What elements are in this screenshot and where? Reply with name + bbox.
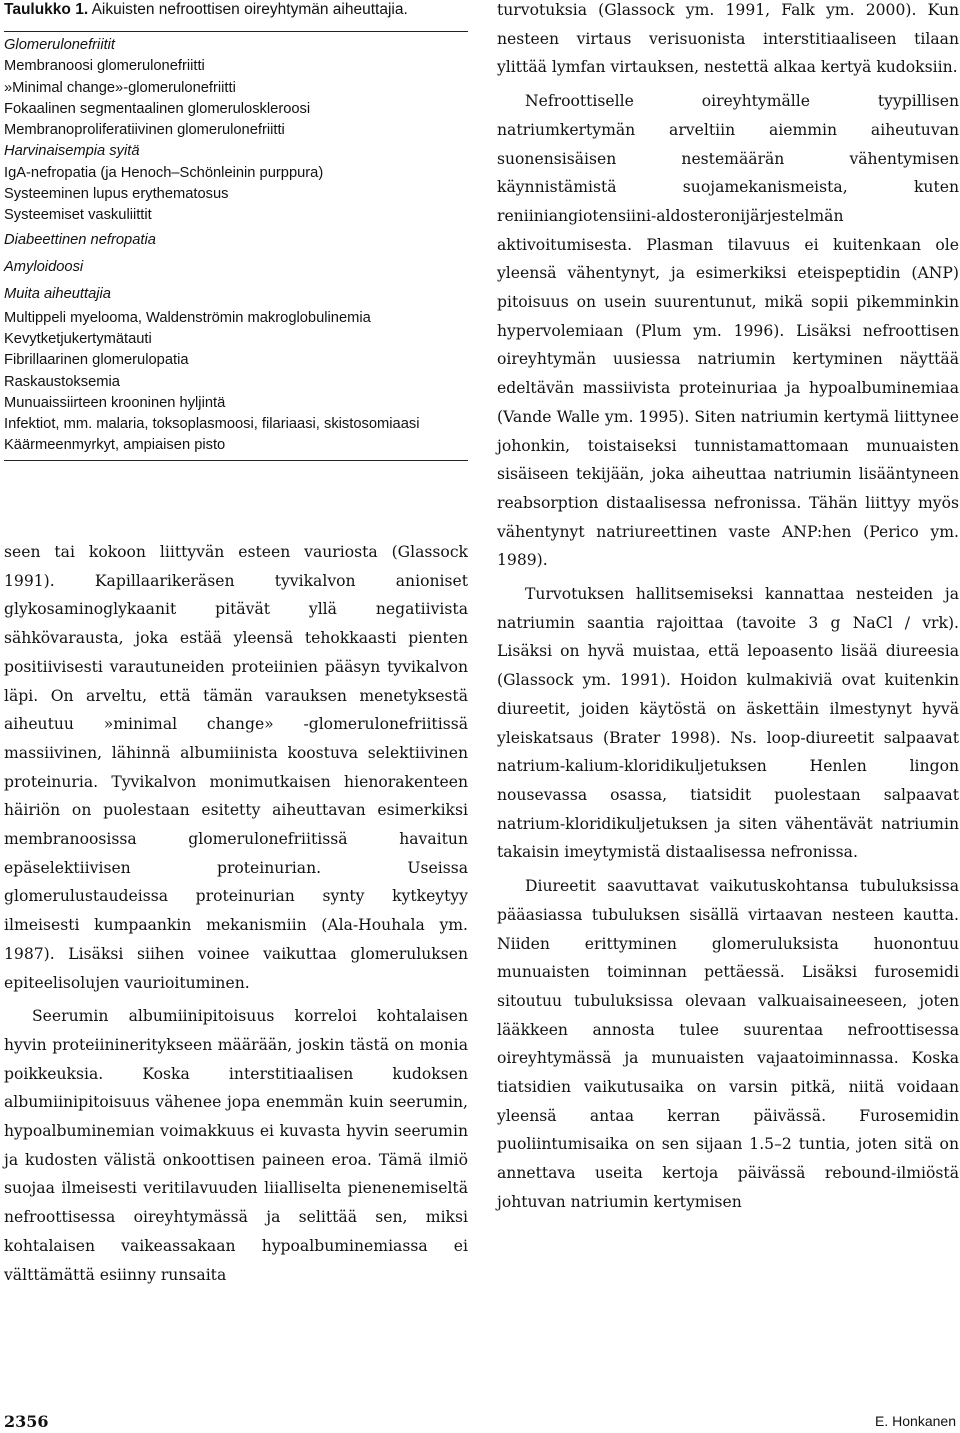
table-row-heading: Diabeettinen nefropatia xyxy=(4,231,156,248)
table-row: Kevytketjukertymätauti xyxy=(4,330,152,347)
table-row-heading: Amyloidoosi xyxy=(4,258,84,275)
table-row: Multippeli myelooma, Waldenströmin makroglobulinemia xyxy=(4,309,371,326)
table-row-heading: Harvinaisempia syitä xyxy=(4,143,140,160)
table-caption xyxy=(4,0,468,22)
table-1 xyxy=(4,0,468,457)
paragraph: seen tai kokoon liittyvän esteen vauriosta (Glassock 1991). Kapillaarikeräsen tyvikalvon anioniset glykosaminoglykaanit pitävät yllä negatiivista sähkövarausta, joka estää yleensä tehokkaasti pienten positiivisesti varautuneiden proteiinien pääsyn tyvikalvon läpi. On arveltu, että tämän varauksen menetyksestä aiheutuu »minimal change» -glomerulonefriitissä massiivinen, lähinnä albumiinista koostuva selektiivinen proteinuria. Tyvikalvon monimutkaisen hienorakenteen häiriön on puolestaan esitetty aiheuttavan esimerkiksi membranoosissa glomerulonefriitissä havaitun epäselektiivisen proteinurian. Useissa glomerulustaudeissa proteinurian synty kytkeytyy ilmeisesti kumpaankin mekanismiin (Ala-Houhala ym. 1987). Lisäksi siihen voinee vaikuttaa glomeruluksen epiteelisolujen vaurioituminen. xyxy=(4,543,468,992)
table-row: Infektiot, mm. malaria, toksoplasmoosi, filariaasi, skistosomiaasi xyxy=(4,416,420,433)
table-row: Käärmeenmyrkyt, ampiaisen pisto xyxy=(4,437,226,454)
paragraph: Seerumin albumiinipitoisuus korreloi kohtalaisen hyvin proteiinineritykseen määrään, joskin tästä on monia poikkeuksia. Koska interstitiaalisen kudoksen albumiinipitoisuus vähenee jopa enemmän kuin seerumin, hypoalbuminemian voimakkuus ei kuvasta hyvin seerumin ja kudosten välistä onkoottisen paineen eroa. Tämä ilmiö suojaa ilmeisesti veritilavuuden liialliselta pienenemiseltä nefroottisessa oireyhtymässä ja selittää sen, miksi kohtalaisen vaikeassakaan hypoalbuminemiassa ei välttämättä esiinny runsaita xyxy=(4,1007,468,1284)
table-row: Systeeminen lupus erythematosus xyxy=(4,186,229,203)
paragraph: Nefroottiselle oireyhtymälle tyypillisen natriumkertymän arveltiin aiemmin aiheutuvan suonensisäisen nestemäärän vähentymisen käynnistämistä suojamekanismeista, kuten reniiniangiotensiini-aldosteronijärjestelmän aktivoitumisesta. Plasman tilavuus ei kuitenkaan ole yleensä vähentynyt, ja esimerkiksi eteispeptidin (ANP) pitoisuus on usein suurentunut, mikä sopii pikemminkin hypervolemiaan (Plum ym. 1996). Lisäksi nefroottisen oireyhtymän uusiessa natriumin kertyminen näyttää edeltävän massiivista proteinuriaa ja hypoalbuminemiaa (Vande Walle ym. 1995). Siten natriumin kertymä liittynee johonkin, toistaiseksi tunnistamattomaan munuaisten sisäiseen tekijään, joka aiheuttaa natriumin lisääntyneen reabsorption distaalisessa nefronissa. Tähän liittyy myös vähentynyt natriureettinen vaste ANP:hen (Perico ym. 1989). xyxy=(497,92,959,570)
paragraph: turvotuksia (Glassock ym. 1991, Falk ym. 2000). Kun nesteen virtaus verisuonista interstitiaaliseen tilaan ylittää lymfan virtauksen, nestettä alkaa kertyä kudoksiin. xyxy=(497,1,959,77)
table-row: Systeemiset vaskuliittit xyxy=(4,207,152,224)
table-row: Fokaalinen segmentaalinen glomeruloskleroosi xyxy=(4,100,311,117)
table-rows xyxy=(4,32,468,457)
right-column-text xyxy=(497,0,959,1222)
table-row: Munuaissiirteen krooninen hyljintä xyxy=(4,394,226,411)
left-column-text xyxy=(4,538,468,1294)
page-number: 2356 xyxy=(4,1412,49,1431)
table-row-heading: Glomerulonefriitit xyxy=(4,37,116,53)
table-caption-text: Aikuisten nefroottisen oireyhtymän aiheuttajia. xyxy=(91,1,408,18)
running-author: E. Honkanen xyxy=(875,1413,956,1429)
table-bottom-rule xyxy=(4,460,468,461)
paragraph: Turvotuksen hallitsemiseksi kannattaa nesteiden ja natriumin saantia rajoittaa (tavoite 3 g NaCl / vrk). Lisäksi on hyvä muistaa, että lepoasento lisää diureesia (Glassock ym. 1991). Hoidon kulmakiviä ovat kuitenkin diureetit, joiden käytöstä on äskettäin ilmestynyt hyvä yleiskatsaus (Brater 1998). Ns. loop-diureetit salpaavat natrium-kalium-kloridikuljetuksen Henlen lingon nousevassa osassa, tiatsidit puolestaan salpaavat natrium-kloridikuljetuksen ja siten vähentävät natriumin takaisin imeytymistä distaalisessa nefronissa. xyxy=(497,585,959,862)
table-row: IgA-nefropatia (ja Henoch–Schönleinin purppura) xyxy=(4,164,324,181)
table-row: Membranoosi glomerulonefriitti xyxy=(4,58,205,75)
table-row: Fibrillaarinen glomerulopatia xyxy=(4,352,189,369)
table-row: Membranoproliferatiivinen glomerulonefriitti xyxy=(4,122,285,139)
table-label: Taulukko 1. xyxy=(4,1,89,18)
paragraph: Diureetit saavuttavat vaikutuskohtansa tubuluksissa pääasiassa tubuluksen sisällä virtaavan nesteen kautta. Niiden erittyminen glomeruluksista huonontuu munuaisten toiminnan pettäessä. Lisäksi furosemidi sitoutuu tubuluksissa olevaan valkuaisaineeseen, joten lääkkeen annosta tulee suurentaa nefroottisessa oireyhtymässä ja munuaisten vajaatoiminnassa. Koska tiatsidien vaikutusaika on varsin pitkä, niitä voidaan yleensä antaa kerran päivässä. Furosemidin puoliintumisaika on sen sijaan 1.5–2 tuntia, joten sitä on annettava useita kertoja päivässä rebound-ilmiöstä johtuvan natriumin kertymisen xyxy=(497,877,959,1211)
table-row: »Minimal change»-glomerulonefriitti xyxy=(4,79,236,96)
table-row: Raskaustoksemia xyxy=(4,373,120,390)
table-row-heading: Muita aiheuttajia xyxy=(4,285,111,302)
